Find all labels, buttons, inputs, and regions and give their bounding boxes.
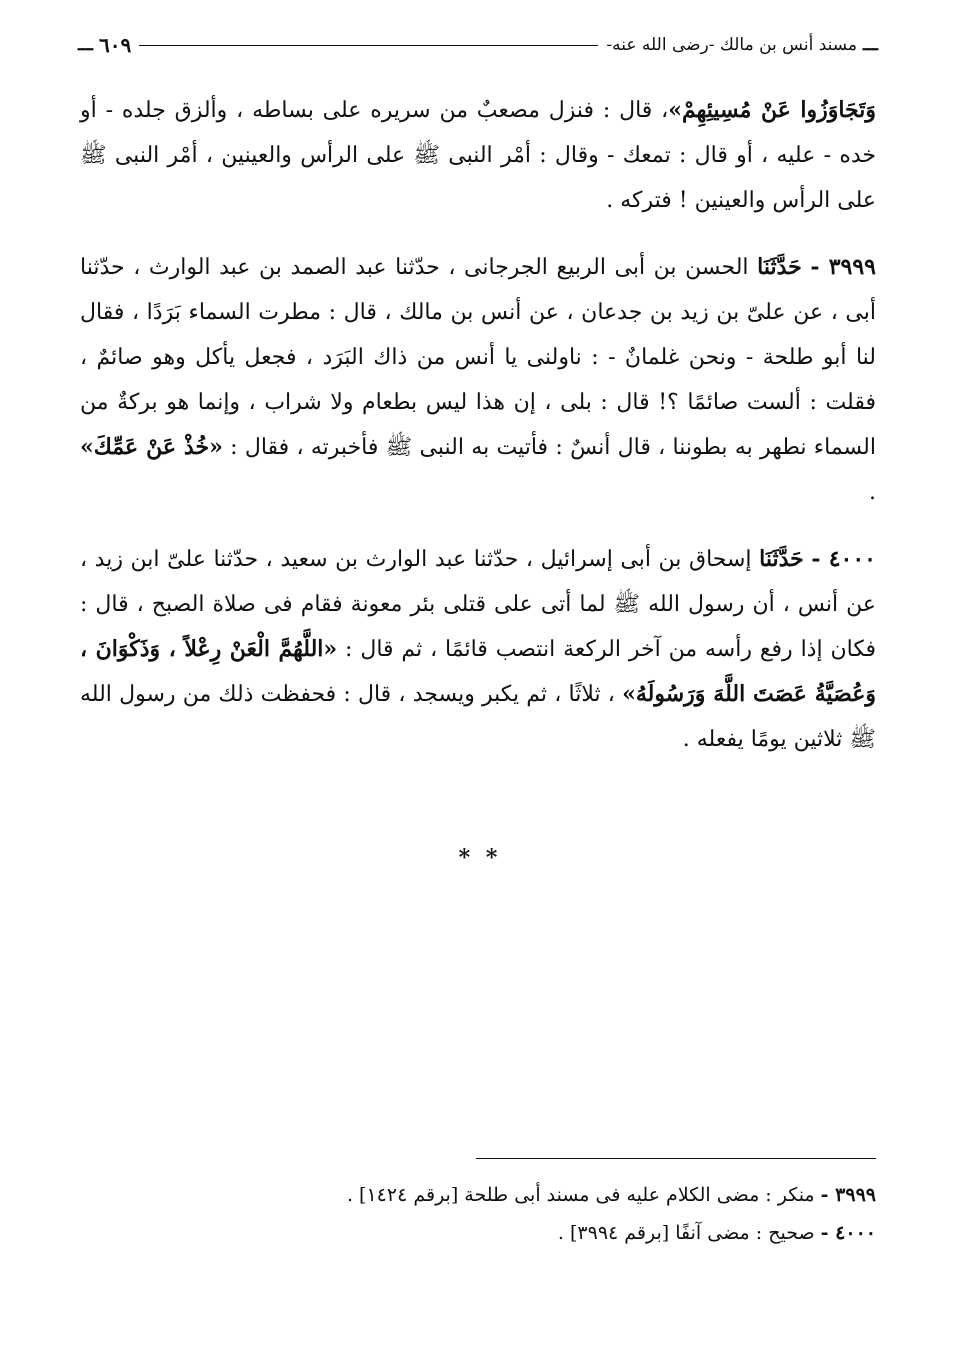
header-dash-end: ـــ bbox=[78, 35, 93, 55]
footnote-number: ٣٩٩٩ - bbox=[820, 1184, 876, 1206]
running-header bbox=[78, 30, 878, 60]
header-rule bbox=[139, 45, 598, 46]
header-dash-start: ـــ bbox=[863, 35, 878, 55]
hadith-opening: حَدَّثَنَا bbox=[759, 546, 804, 572]
footnote-3999 bbox=[80, 1176, 876, 1214]
paragraph-continuation bbox=[80, 88, 876, 223]
footnote-number: ٤٠٠٠ - bbox=[820, 1222, 876, 1244]
paragraph-text: ، قال : فنزل مصعبٌ من سريره على بساطه ، وألزق جلده - أو خده - عليه ، أو قال : تمعك - وقال : أمْر النبى ﷺ على الرأس والعينين ، أمْر النبى ﷺ على الرأس والعينين ! فتركه . bbox=[80, 98, 876, 213]
footnote-4000 bbox=[80, 1214, 876, 1252]
hadith-tail: ، ثلاثًا ، ثم يكبر ويسجد ، قال : فحفظت ذلك من رسول الله ﷺ ثلاثين يومًا يفعله . bbox=[80, 682, 876, 752]
footnote-text: منكر : مضى الكلام عليه فى مسند أبى طلحة [برقم ١٤٢٤] . bbox=[346, 1184, 821, 1206]
main-text bbox=[80, 88, 876, 762]
footnote-rule bbox=[476, 1158, 876, 1159]
hadith-quote: «اللَّهُمَّ الْعَنْ رِعْلاً ، وَذَكْوَانَ ، وَعُصَيَّةُ عَصَتَ اللَّهَ وَرَسُولَهُ» bbox=[80, 636, 876, 707]
hadith-opening: حَدَّثَنَا bbox=[757, 254, 802, 280]
header-title: مسند أنس بن مالك -رضى الله عنه- bbox=[606, 35, 858, 55]
hadith-number: ٤٠٠٠ - bbox=[811, 546, 876, 572]
hadith-text: الحسن بن أبى الربيع الجرجانى ، حدّثنا عبد الصمد بن عبد الوارث ، حدّثنا أبى ، عن علىّ بن زيد بن جدعان ، عن أنس بن مالك ، قال : مطرت السماء بَرَدًا ، فقال لنا أبو طلحة - ونحن غلمانٌ - : ناولنى يا أنس من ذاك البَرَد ، فجعل يأكل وهو صائمٌ ، فقلت : ألست صائمًا ؟! قال : بلى ، إن هذا ليس بطعام ولا شراب ، وإنما هو بركةٌ من السماء نطهر به بطوننا ، قال أنسٌ : فأتيت به النبى ﷺ فأخبرته ، فقال : bbox=[80, 255, 876, 460]
hadith-4000 bbox=[80, 537, 876, 762]
paragraph-lead-quote: وَتَجَاوَزُوا عَنْ مُسِيئِهِمْ» bbox=[668, 97, 876, 123]
hadith-text: إسحاق بن أبى إسرائيل ، حدّثنا عبد الوارث بن سعيد ، حدّثنا علىّ ابن زيد ، عن أنس ، أن رسول الله ﷺ لما أتى على قتلى بئر معونة فقام فى صلاة الصبح ، قال : فكان إذا رفع رأسه من آخر الركعة انتصب قائمًا ، ثم قال : bbox=[80, 547, 876, 662]
hadith-tail: . bbox=[869, 480, 876, 505]
hadith-3999 bbox=[80, 245, 876, 515]
section-separator: * * bbox=[458, 845, 502, 871]
page-number: ٦٠٩ bbox=[98, 33, 132, 57]
hadith-number: ٣٩٩٩ - bbox=[810, 254, 876, 280]
hadith-quote: «خُذْ عَنْ عَمِّكَ» bbox=[80, 434, 223, 460]
footnote-text: صحيح : مضى آنفًا [برقم ٣٩٩٤] . bbox=[557, 1222, 821, 1244]
footnotes bbox=[80, 1176, 876, 1252]
